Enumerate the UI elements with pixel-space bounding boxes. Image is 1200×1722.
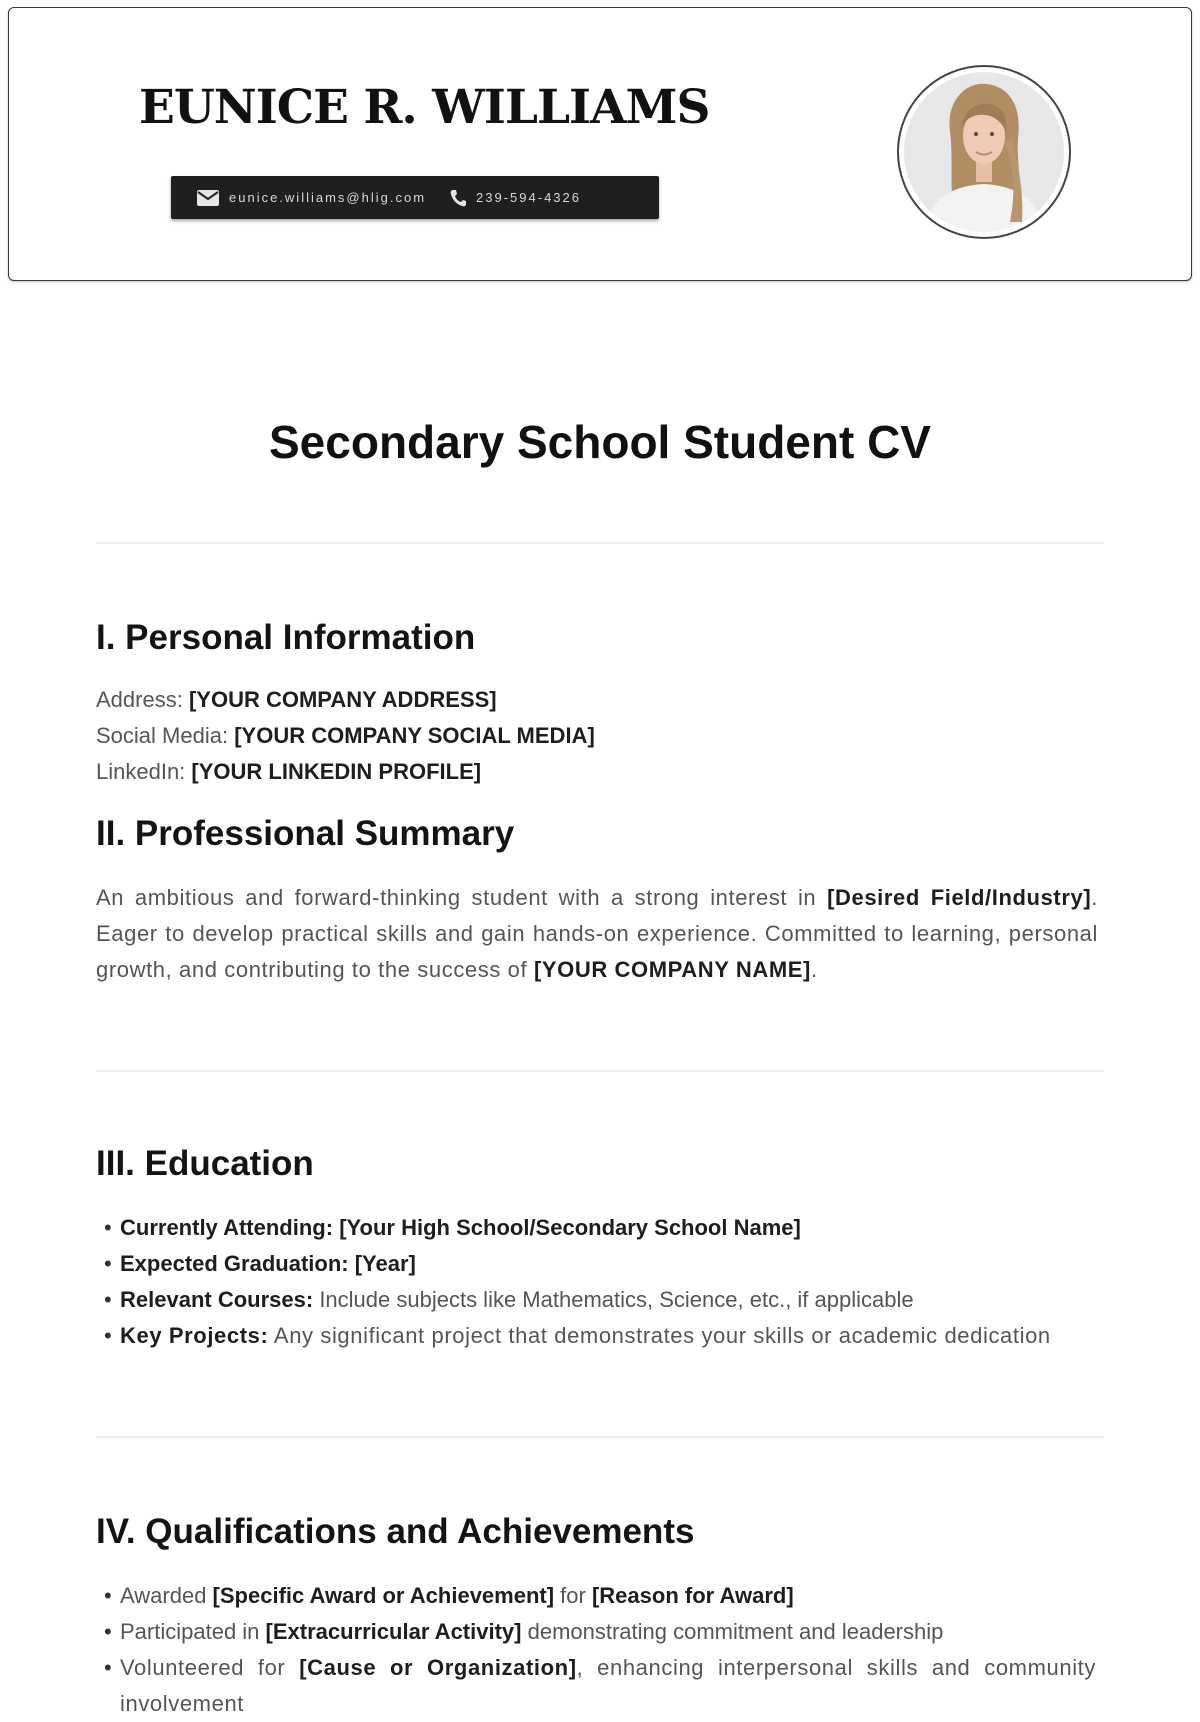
divider bbox=[96, 542, 1104, 544]
personal-information-heading: I. Personal Information bbox=[96, 618, 476, 657]
social-media-line bbox=[96, 718, 1106, 754]
profile-photo-frame bbox=[897, 65, 1071, 239]
personal-information-details bbox=[96, 682, 1106, 790]
email-contact[interactable] bbox=[197, 190, 426, 206]
list-item: • Awarded [Specific Award or Achievement] for [Reason for Award] bbox=[104, 1578, 1104, 1614]
social-media-value: [YOUR COMPANY SOCIAL MEDIA] bbox=[234, 723, 595, 748]
address-label: Address: bbox=[96, 687, 183, 712]
professional-summary-text: An ambitious and forward-thinking student with a strong interest in [Desired Field/Industry]. Eager to develop practical skills and gain hands-on experience. Committed to learning, personal growth, and contributing to the success of [YOUR COMPANY NAME]. bbox=[96, 885, 1098, 982]
education-heading: III. Education bbox=[96, 1144, 314, 1183]
document-title: Secondary School Student CV bbox=[269, 416, 931, 468]
divider bbox=[96, 1436, 1104, 1438]
list-item: • Participated in [Extracurricular Activity] demonstrating commitment and leadership bbox=[104, 1614, 1104, 1650]
phone-text: 239-594-4326 bbox=[476, 190, 581, 205]
linkedin-line bbox=[96, 754, 1106, 790]
education-list bbox=[104, 1210, 1104, 1354]
list-item: • Currently Attending: [Your High School/Secondary School Name] bbox=[104, 1210, 1104, 1246]
contact-bar bbox=[171, 176, 659, 219]
list-item: • Key Projects: Any significant project that demonstrates your skills or academic dedication bbox=[104, 1318, 1104, 1354]
header-card bbox=[8, 7, 1192, 281]
profile-photo bbox=[904, 72, 1064, 232]
phone-contact[interactable] bbox=[450, 189, 581, 207]
candidate-name: EUNICE R. WILLIAMS bbox=[139, 80, 710, 135]
list-item: • Volunteered for [Cause or Organization], enhancing interpersonal skills and community involvement bbox=[104, 1650, 1104, 1722]
divider bbox=[96, 1070, 1104, 1072]
address-line bbox=[96, 682, 1106, 718]
professional-summary-heading: II. Professional Summary bbox=[96, 814, 515, 853]
list-item: • Relevant Courses: Include subjects like Mathematics, Science, etc., if applicable bbox=[104, 1282, 1104, 1318]
linkedin-value: [YOUR LINKEDIN PROFILE] bbox=[191, 759, 482, 784]
email-text: eunice.williams@hlig.com bbox=[229, 190, 427, 205]
qualifications-heading: IV. Qualifications and Achievements bbox=[96, 1512, 695, 1551]
envelope-icon bbox=[197, 190, 219, 206]
list-item: • Expected Graduation: [Year] bbox=[104, 1246, 1104, 1282]
qualifications-list bbox=[104, 1578, 1104, 1722]
social-media-label: Social Media: bbox=[96, 723, 229, 748]
phone-icon bbox=[450, 189, 466, 207]
address-value: [YOUR COMPANY ADDRESS] bbox=[188, 687, 497, 712]
linkedin-label: LinkedIn: bbox=[96, 759, 186, 784]
